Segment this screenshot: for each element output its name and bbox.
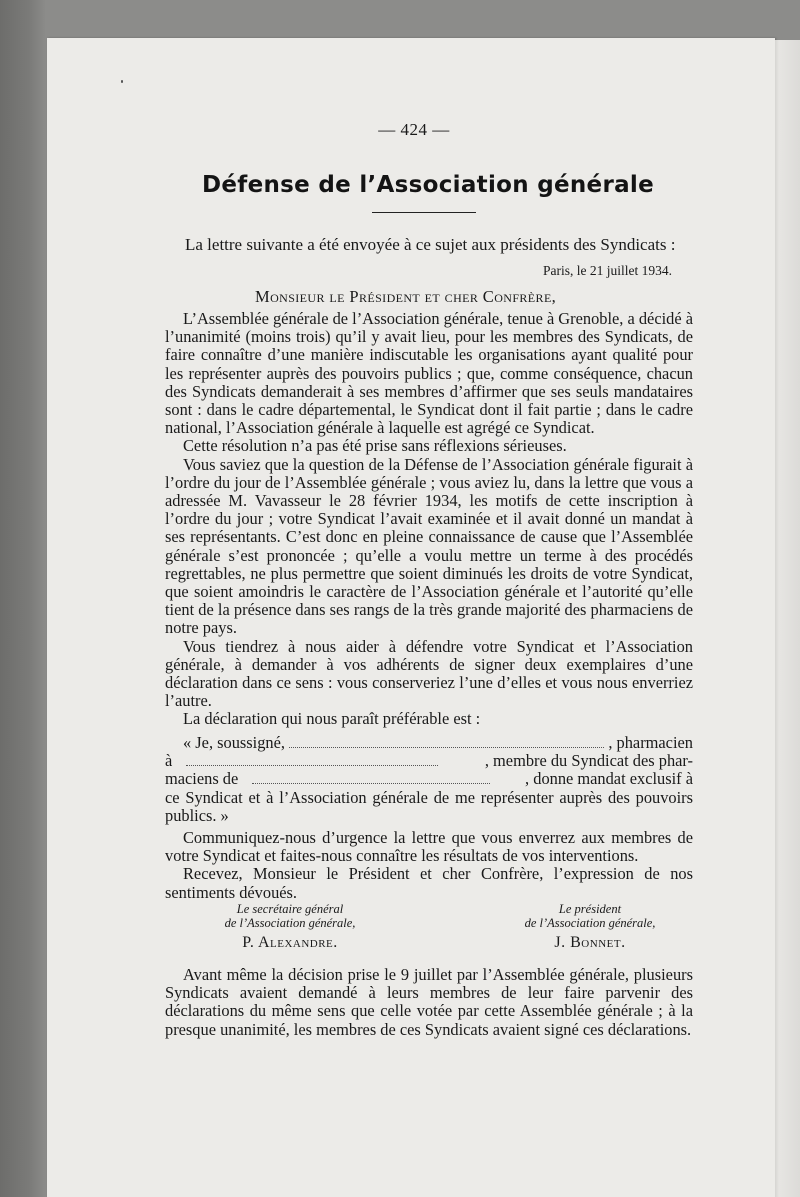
declaration-text: , pharmacien: [608, 733, 693, 752]
declaration-text: ce Syndicat et à l’Association générale de me représenter auprès des pouvoirs publics. »: [165, 787, 693, 825]
signature-org: de l’Association générale,: [524, 916, 656, 930]
page-number: — 424 —: [378, 120, 450, 139]
scan-speck: [121, 80, 123, 83]
declaration-form: [165, 734, 693, 825]
salutation: Monsieur le Président et cher Confrère,: [255, 287, 557, 306]
signature-org: de l’Association générale,: [224, 916, 356, 930]
blank-field: [186, 755, 438, 766]
page-title: Défense de l’Association générale: [201, 172, 655, 198]
blank-field: [252, 773, 490, 784]
blank-field: [289, 737, 604, 748]
paragraph: Avant même la décision prise le 9 juillet par l’Assemblée générale, plusieurs Syndicats avaient demandé à leurs membres de leur faire parvenir des déclarations du même sens que celle votée par cette Assemblée générale ; à la presque unanimité, les membres de ces Syndicats avaient signé ces déclarations.: [165, 965, 693, 1039]
declaration-text: à: [165, 751, 173, 771]
paragraph: Cette résolution n’a pas été prise sans réflexions sérieuses.: [183, 436, 567, 456]
signature-name: P. Alexandre.: [242, 934, 338, 951]
declaration-line: [165, 734, 693, 752]
paragraph: L’Assemblée générale de l’Association générale, tenue à Grenoble, a décidé à l’unanimité (moins trois) qu’il y avait lieu, pour les membres des Syndicats, de faire connaître d’une manière indiscutable les organisations ayant qualité pour les représenter auprès des pouvoirs publics ; que, comme conséquence, chacun des Syndicats demanderait à ses membres d’affirmer que ses seuls mandataires sont : dans le cadre départemental, le Syndicat dont il fait partie ; dans le cadre national, l’Association générale à laquelle est agrégé ce Syndicat.: [165, 309, 694, 438]
declaration-line: [165, 770, 693, 788]
signature-name: J. Bonnet.: [554, 934, 626, 951]
paragraph: Recevez, Monsieur le Président et cher Confrère, l’expression de nos sentiments dévoués.: [165, 864, 693, 902]
paragraph: Vous saviez que la question de la Défense de l’Association générale figurait à l’ordre du jour de l’Assemblée générale ; vous aviez lu, dans la lettre que vous a adressée M. Vavasseur le 28 février 1934, les motifs de cette inscription à l’ordre du jour ; votre Syndicat l’avait examinée et il avait donné un mandat à ses représentants. C’est donc en pleine connaissance de cause que l’Assemblée générale s’est prononcée ; qu’elle a voulu mettre un terme à des procédés regrettables, ne plus permettre que soient diminués les droits de votre Syndicat, que soient amoindris le caractère de l’Association générale et l’autorité qu’elle tient de la présence dans ses rangs de la très grande majorité des pharmaciens de notre pays.: [165, 454, 693, 638]
declaration-text: maciens de: [165, 769, 239, 789]
letter-date: Paris, le 21 juillet 1934.: [543, 263, 672, 278]
declaration-text: « Je, soussigné,: [183, 733, 285, 752]
declaration-line: [165, 752, 693, 770]
signature-president: [495, 902, 685, 950]
declaration-text: , membre du Syndicat des phar-: [484, 751, 693, 771]
next-page-edge: [775, 40, 800, 1197]
signature-title: Le président: [558, 902, 622, 916]
letter-body: [165, 310, 693, 729]
intro-text: La lettre suivante a été envoyée à ce sujet aux présidents des Syndicats :: [185, 235, 676, 254]
declaration-text: , donne mandat exclusif à: [525, 769, 693, 789]
title-divider: [372, 212, 476, 213]
paragraph: Vous tiendrez à nous aider à défendre votre Syndicat et l’Association générale, à demander à vos adhérents de signer deux exemplaires d’une déclaration dans ce sens : vous conserveriez l’une d’elles et vous nous enverriez l’autre.: [165, 636, 693, 711]
final-paragraph: [165, 966, 693, 1039]
signature-title: Le secrétaire général: [236, 902, 344, 916]
paragraph: Communiquez-nous d’urgence la lettre que vous enverrez aux membres de votre Syndicat et faites-nous connaître les résultats de vos interventions.: [165, 828, 693, 866]
signature-secretary: [195, 902, 385, 950]
paragraph: La déclaration qui nous paraît préférable est :: [183, 709, 481, 729]
closing-block: [165, 829, 693, 902]
